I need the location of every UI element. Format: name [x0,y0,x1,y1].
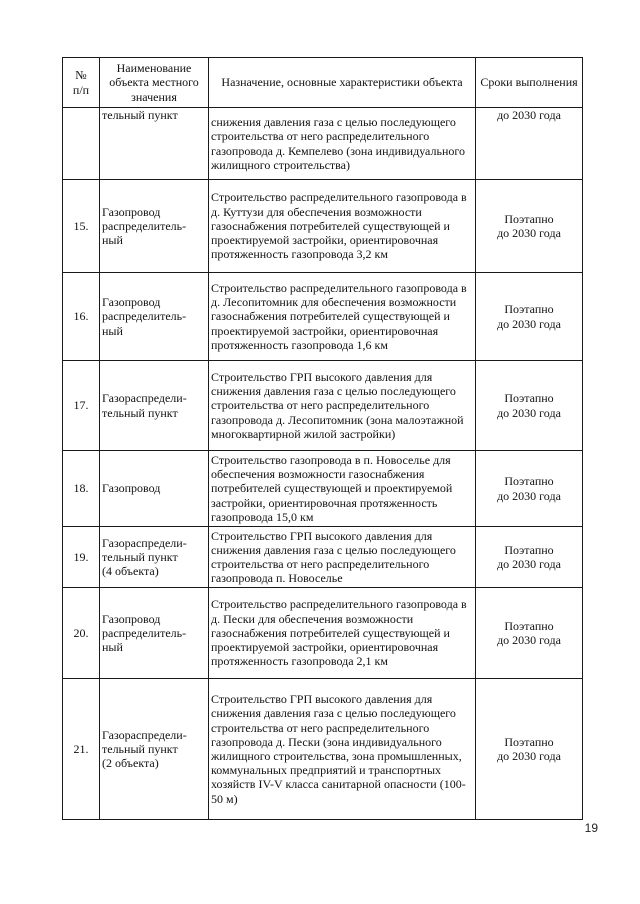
row-num [63,108,100,180]
header-num: № п/п [63,58,100,108]
row-term: до 2030 года [476,108,583,180]
header-purpose: Назначение, основные характеристики объекта [209,58,476,108]
table-row [63,527,583,588]
row-term: Поэтапно до 2030 года [476,588,583,679]
header-name: Наименование объекта местного значения [100,58,209,108]
row-term: Поэтапно до 2030 года [476,180,583,273]
row-term: Поэтапно до 2030 года [476,527,583,588]
row-name: Газораспредели- тельный пункт (2 объекта) [100,679,209,820]
row-num: 21. [63,679,100,820]
page-number: 19 [584,821,598,835]
row-num: 20. [63,588,100,679]
header-term: Сроки выполнения [476,58,583,108]
row-description: Строительство распределительного газопровода в д. Куттузи для обеспечения возможности газоснабжения потребителей существующей и проектируемой застройки, ориентировочная протяженность газопровода 3,2 км [209,180,476,273]
row-description: снижения давления газа с целью последующего строительства от него распределительного газопровода д. Кемпелево (зона индивидуального жилищного строительства) [209,108,476,180]
row-description: Строительство ГРП высокого давления для снижения давления газа с целью последующего строительства от него распределительного газопровода д. Пески (зона индивидуального жилищного строительства, зона промышленных, коммунальных предприятий и транспортных хозяйств IV-V класса санитарной опасности (100-50 м) [209,679,476,820]
row-term: Поэтапно до 2030 года [476,361,583,451]
objects-table [62,57,583,820]
table-row [63,180,583,273]
row-description: Строительство ГРП высокого давления для снижения давления газа с целью последующего строительства от него распределительного газопровода д. Лесопитомник (зона малоэтажной многоквартирной жилой застройки) [209,361,476,451]
row-num: 19. [63,527,100,588]
row-term: Поэтапно до 2030 года [476,273,583,361]
row-num: 18. [63,451,100,527]
table-row [63,679,583,820]
row-description: Строительство распределительного газопровода в д. Лесопитомник для обеспечения возможности газоснабжения потребителей существующей и проектируемой застройки, ориентировочная протяженность газопровода 1,6 км [209,273,476,361]
row-name: Газопровод распределитель- ный [100,273,209,361]
row-name: Газопровод распределитель- ный [100,588,209,679]
table-row [63,108,583,180]
table-row [63,451,583,527]
row-name: Газопровод [100,451,209,527]
row-num: 17. [63,361,100,451]
row-name: Газопровод распределитель- ный [100,180,209,273]
row-term: Поэтапно до 2030 года [476,679,583,820]
row-name: Газораспредели- тельный пункт [100,361,209,451]
table-row [63,361,583,451]
row-name: Газораспредели- тельный пункт (4 объекта) [100,527,209,588]
row-num: 16. [63,273,100,361]
row-num: 15. [63,180,100,273]
table-row [63,273,583,361]
row-description: Строительство газопровода в п. Новоселье для обеспечения возможности газоснабжения потребителей существующей и проектируемой застройки, ориентировочная протяженность газопровода 15,0 км [209,451,476,527]
table-header-row [63,58,583,108]
row-name: тельный пункт [100,108,209,180]
row-description: Строительство распределительного газопровода в д. Пески для обеспечения возможности газоснабжения потребителей существующей и проектируемой застройки, ориентировочная протяженность газопровода 2,1 км [209,588,476,679]
row-description: Строительство ГРП высокого давления для снижения давления газа с целью последующего строительства от него распределительного газопровода п. Новоселье [209,527,476,588]
table-row [63,588,583,679]
row-term: Поэтапно до 2030 года [476,451,583,527]
